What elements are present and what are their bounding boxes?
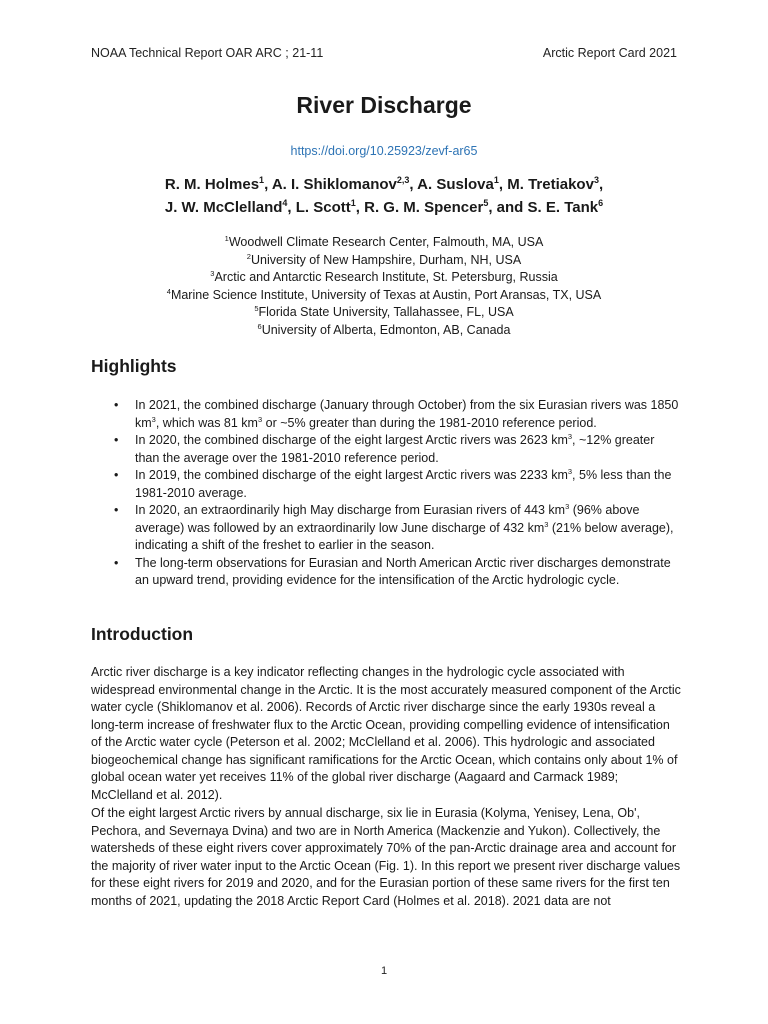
- highlight-item: [135, 467, 681, 502]
- highlight-item: [135, 397, 681, 432]
- affiliation-text: University of New Hampshire, Durham, NH, USA: [250, 252, 522, 267]
- running-header: [91, 46, 677, 60]
- author-separator: ,: [598, 176, 604, 193]
- highlight-text: In 2020, the combined discharge of the eight largest Arctic rivers was 2623 km: [135, 433, 568, 447]
- author-affiliation-mark: 4: [282, 198, 288, 208]
- affiliation-item: [0, 287, 768, 305]
- highlight-item: [135, 502, 681, 555]
- superscript: 3: [567, 431, 573, 441]
- author-name: J. W. McClelland: [164, 199, 283, 216]
- highlight-text: or ~5% greater than during the 1981-2010 reference period.: [262, 415, 597, 430]
- highlight-item: [135, 432, 681, 467]
- highlight-text: In 2021, the combined discharge (January through October) from the six Eurasian rivers was 1850 km: [135, 398, 679, 430]
- highlight-text: In 2020, an extraordinarily high May discharge from Eurasian rivers of 443 km: [135, 503, 566, 517]
- author-list: [0, 173, 768, 219]
- affiliation-list: [0, 234, 768, 339]
- highlight-text: (21% below average), indicating a shift of the freshet to earlier in the season.: [135, 520, 674, 552]
- affiliation-item: [0, 252, 768, 270]
- affiliation-item: [0, 304, 768, 322]
- intro-paragraph-1: Arctic river discharge is a key indicator reflecting changes in the hydrologic cycle associated with widespread environmental change in the Arctic. It is the most accurately measured component of the Arctic water cycle (Shiklomanov et al. 2006). Records of Arctic river discharge since the early 1930s reveal a long-term increase of freshwater flux to the Arctic Ocean, providing compelling evidence of intensification of the Arctic water cycle (Peterson et al. 2002; McClelland et al. 2006). This hydrologic and associated biogeochemical change has significant ramifications for the Arctic Ocean, which contains only about 1% of global ocean water yet receives 11% of the global river discharge (Aagaard and Carmack 1989; McClelland et al. 2012).: [91, 665, 681, 802]
- author-separator: ,: [498, 176, 508, 193]
- affiliation-number: 5: [254, 303, 259, 313]
- affiliation-number: 1: [224, 233, 229, 243]
- highlight-text: In 2019, the combined discharge of the eight largest Arctic rivers was 2233 km: [135, 468, 568, 482]
- affiliation-item: [0, 322, 768, 340]
- header-report-id: NOAA Technical Report OAR ARC ; 21-11: [91, 46, 324, 60]
- superscript: 3: [567, 466, 573, 476]
- author-name: R. G. M. Spencer: [364, 199, 484, 216]
- page-title: River Discharge: [296, 92, 472, 118]
- highlight-text: , 5% less than the 1981-2010 average.: [135, 468, 672, 500]
- author-line-2: [0, 196, 768, 219]
- author-affiliation-mark: 1: [259, 175, 265, 185]
- author-line-1: [0, 173, 768, 196]
- affiliation-text: Woodwell Climate Research Center, Falmouth, MA, USA: [228, 235, 544, 249]
- author-name: S. E. Tank: [527, 199, 599, 216]
- affiliation-text: Florida State University, Tallahassee, FL, USA: [258, 305, 514, 319]
- highlight-item: [135, 555, 681, 590]
- author-affiliation-mark: 3: [593, 175, 599, 185]
- affiliation-item: [0, 269, 768, 287]
- superscript: 3: [565, 501, 570, 511]
- author-separator: ,: [355, 199, 365, 216]
- author-affiliation-mark: 5: [483, 198, 489, 208]
- affiliation-text: University of Alberta, Edmonton, AB, Canada: [261, 322, 511, 337]
- affiliation-item: [0, 234, 768, 252]
- author-separator: ,: [409, 176, 418, 193]
- doi-link[interactable]: https://doi.org/10.25923/zevf-ar65: [290, 144, 478, 158]
- author-name: A. Suslova: [417, 176, 494, 193]
- author-name: L. Scott: [295, 199, 351, 216]
- affiliation-number: 4: [166, 286, 171, 296]
- author-name: R. M. Holmes: [164, 176, 260, 193]
- superscript: 3: [257, 414, 263, 424]
- author-affiliation-mark: 2,3: [396, 175, 410, 185]
- introduction-heading: Introduction: [91, 624, 194, 644]
- author-affiliation-mark: 6: [598, 198, 604, 208]
- author-separator: , and: [488, 199, 528, 216]
- author-name: A. I. Shiklomanov: [271, 176, 397, 193]
- highlights-list: [91, 397, 681, 590]
- author-name: M. Tretiakov: [507, 176, 594, 193]
- author-affiliation-mark: 1: [493, 175, 499, 185]
- page-number: 1: [380, 965, 388, 977]
- affiliation-text: Arctic and Antarctic Research Institute, St. Petersburg, Russia: [214, 270, 558, 284]
- intro-paragraph-2: Of the eight largest Arctic rivers by annual discharge, six lie in Eurasia (Kolyma, Yenisey, Lena, Ob', Pechora, and Severnaya Dvina) and two are in North America (Mackenzie and Yukon). Collectively, the watersheds of these eight rivers cover approximately 70% of the pan-Arctic drainage area and account for the majority of river water input to the Arctic Ocean (Fig. 1). In this report we present river discharge values for these eight rivers for 2019 and 2020, and for the Eurasian portion of these same rivers for the first ten months of 2021, updating the 2018 Arctic Report Card (Holmes et al. 2018). 2021 data are not: [91, 806, 681, 908]
- author-affiliation-mark: 1: [350, 198, 356, 208]
- superscript: 3: [544, 519, 549, 529]
- header-report-card: Arctic Report Card 2021: [542, 46, 677, 60]
- highlight-text: (96% above average) was followed by an extraordinarily low June discharge of 432 km: [135, 503, 640, 535]
- highlight-text: The long-term observations for Eurasian and North American Arctic river discharges demonstrate an upward trend, providing evidence for the intensification of the Arctic hydrologic cycle.: [135, 555, 671, 587]
- affiliation-number: 3: [210, 268, 215, 278]
- affiliation-number: 6: [257, 321, 262, 331]
- author-separator: ,: [264, 176, 272, 193]
- highlights-heading: Highlights: [91, 356, 177, 376]
- affiliation-number: 2: [246, 251, 251, 261]
- author-separator: ,: [287, 199, 296, 216]
- highlight-text: , which was 81 km: [155, 415, 258, 430]
- highlight-text: , ~12% greater than the average over the 1981-2010 reference period.: [135, 433, 655, 465]
- affiliation-text: Marine Science Institute, University of Texas at Austin, Port Aransas, TX, USA: [170, 287, 602, 302]
- superscript: 3: [151, 414, 156, 424]
